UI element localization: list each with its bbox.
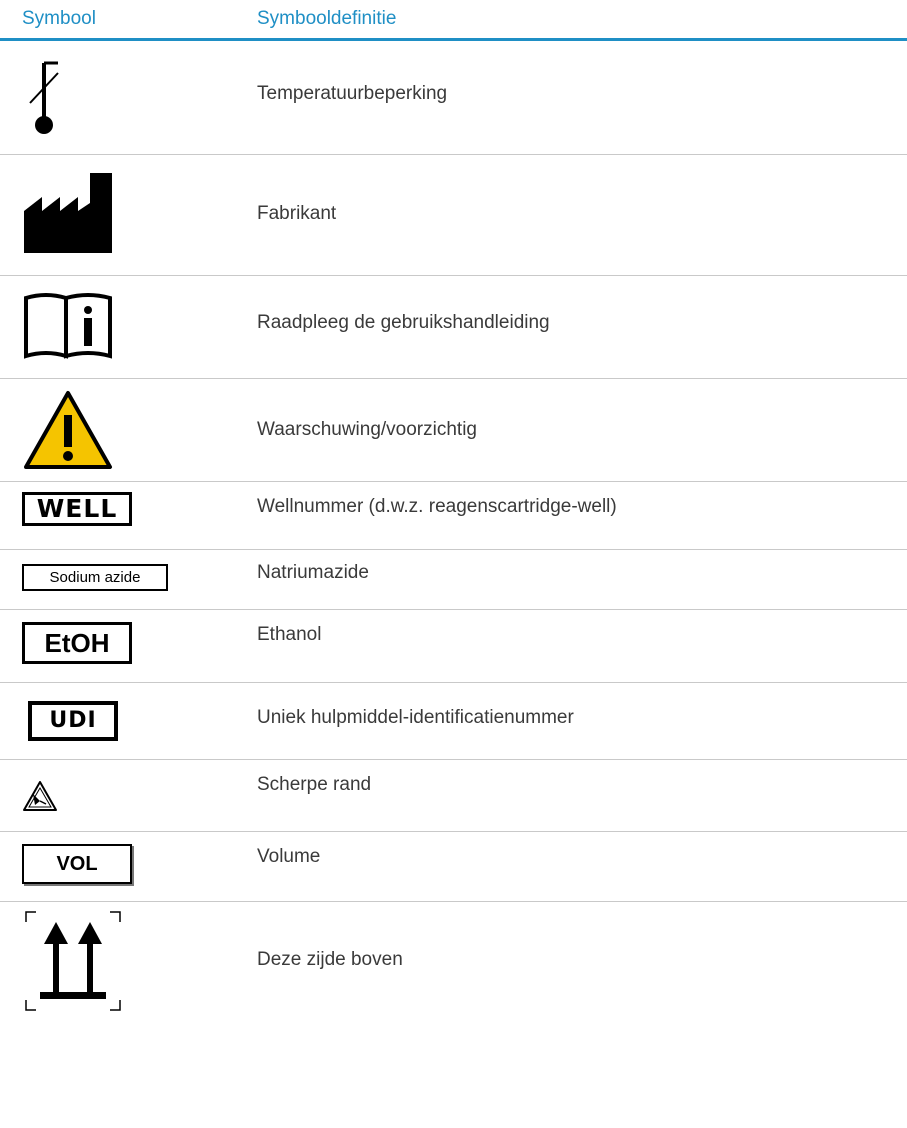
table-row — [0, 760, 907, 832]
sodium-azide-label-text: Sodium azide — [22, 564, 168, 591]
manufacturer-icon — [22, 155, 232, 275]
definition-text: Wellnummer (d.w.z. reagenscartridge-well) — [257, 496, 617, 517]
vol-label-text: VOL — [22, 844, 132, 884]
warning-triangle-icon — [22, 379, 232, 481]
table-row — [0, 379, 907, 482]
etoh-label-icon — [22, 610, 232, 682]
table-row — [0, 482, 907, 550]
definition-text: Volume — [257, 846, 321, 867]
header-symbol: Symbool — [22, 8, 96, 29]
definition-text: Raadpleeg de gebruikshandleiding — [257, 312, 550, 333]
definition-text: Waarschuwing/voorzichtig — [257, 419, 477, 440]
definition-text: Scherpe rand — [257, 774, 372, 795]
definition-text: Ethanol — [257, 624, 322, 645]
table-row — [0, 902, 907, 1024]
table-row — [0, 41, 907, 155]
this-side-up-icon — [22, 902, 232, 1024]
definition-text: Fabrikant — [257, 203, 337, 224]
sharp-edge-icon — [22, 760, 232, 831]
definition-text: Temperatuurbeperking — [257, 83, 448, 104]
vol-label-icon — [22, 832, 232, 901]
consult-instructions-icon — [22, 276, 232, 378]
table-row — [0, 550, 907, 610]
definition-text: Uniek hulpmiddel-identificatienummer — [257, 707, 574, 728]
table-row — [0, 276, 907, 379]
sodium-azide-label-icon — [22, 550, 232, 609]
header-definition: Symbooldefinitie — [257, 8, 397, 29]
well-label-icon — [22, 482, 232, 549]
well-label-text: WELL — [22, 492, 132, 526]
udi-label-icon — [22, 683, 232, 759]
table-row — [0, 155, 907, 276]
table-header — [0, 0, 907, 41]
definition-text: Deze zijde boven — [257, 949, 403, 970]
udi-label-text: UDI — [28, 701, 118, 741]
etoh-label-text: EtOH — [22, 622, 132, 664]
table-row — [0, 683, 907, 760]
table-row — [0, 832, 907, 902]
definition-text: Natriumazide — [257, 562, 369, 583]
temperature-limit-icon — [22, 41, 232, 154]
table-row — [0, 610, 907, 683]
